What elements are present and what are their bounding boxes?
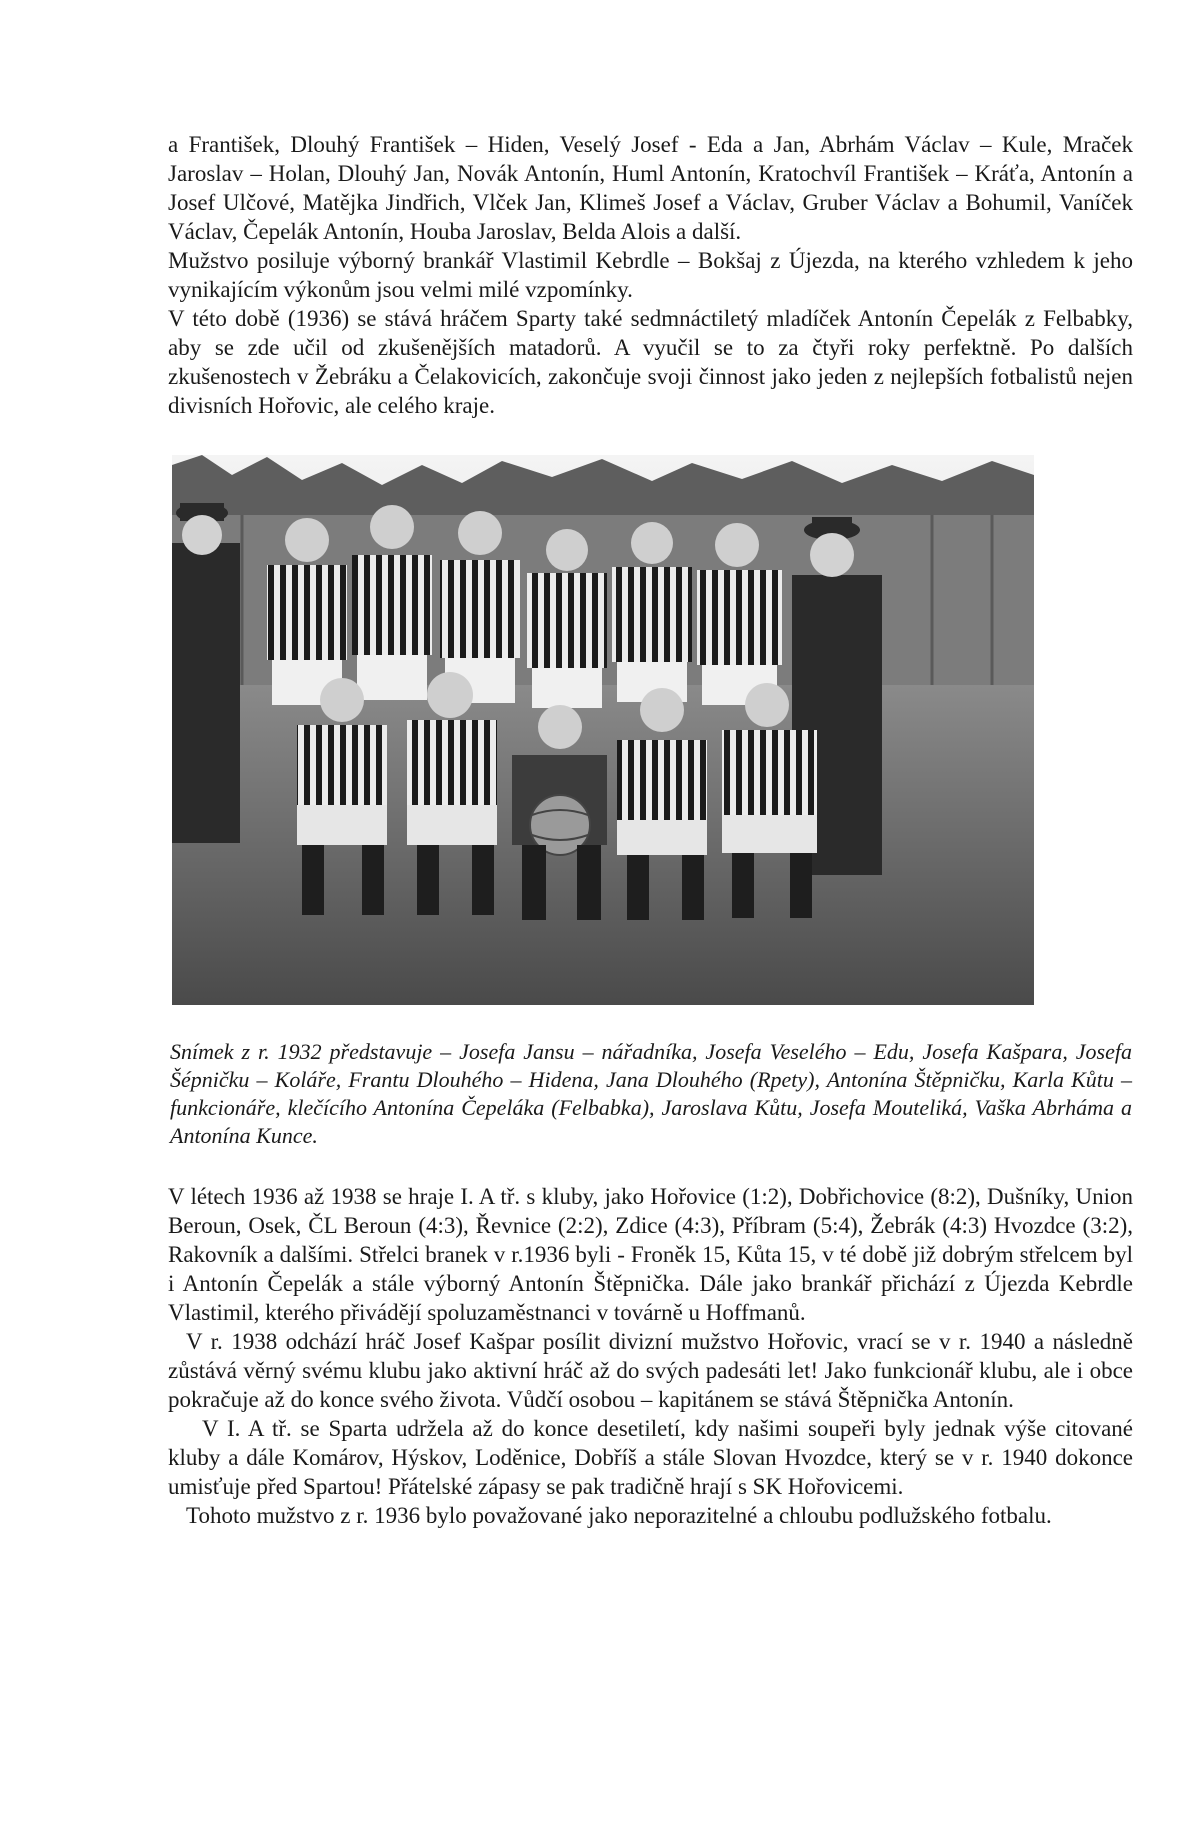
paragraph-cepelak: V této době (1936) se stává hráčem Sparty také sedmnáctiletý mladíček Antonín Čepelák z Felbabky, aby se zde učil od zkušenějších matadorů. A vyučil se to za čtyři roky perfektně. Po dalších zkušenostech v Žebráku a Čelakovicích, zakončuje svoji činnost jako jeden z nejlepších fotbalistů nejen divisních Hořovic, ale celého kraje.	[168, 306, 1133, 418]
paragraph-conclusion: Tohoto mužstvo z r. 1936 bylo považované jako neporazitelné a chloubu podlužského fotbalu.	[186, 1503, 1052, 1528]
paragraph-kaspar: V r. 1938 odchází hráč Josef Kašpar posílit divizní mužstvo Hořovic, vrací se v r. 1940 a následně zůstává věrný svému klubu jako aktivní hráč až do svých padesáti let! Jako funkcionář klubu, ale i obce pokračuje až do konce svého života. Vůdčí osobou – kapitánem se stává Štěpnička Antonín.	[168, 1329, 1133, 1412]
paragraph-player-list: a František, Dlouhý František – Hiden, Veselý Josef - Eda a Jan, Abrhám Václav – Kule, Mraček Jaroslav – Holan, Dlouhý Jan, Novák Antonín, Huml Antonín, Kratochvíl František – Kráťa, Antonín a Josef Ulčové, Matějka Jindřich, Vlček Jan, Klimeš Josef a Václav, Gruber Václav a Bohumil, Vaníček Václav, Čepelák Antonín, Houba Jaroslav, Belda Alois a další.	[168, 132, 1133, 244]
body-text	[168, 1182, 1133, 1530]
intro-text	[168, 130, 1133, 420]
team-photo	[172, 455, 1034, 1005]
photo-caption: Snímek z r. 1932 představuje – Josefa Jansu – nářadníka, Josefa Veselého – Edu, Josefa Kašpara, Josefa Šépničku – Koláře, Frantu Dlouhého – Hidena, Jana Dlouhého (Rpety), Antonína Štěpničku, Karla Kůtu – funkcionáře, klečícího Antonína Čepeláka (Felbabka), Jaroslava Kůtu, Josefa Mouteliká, Vaška Abrháma a Antonína Kunce.	[170, 1039, 1132, 1148]
paragraph-goalkeeper: Mužstvo posiluje výborný brankář Vlastimil Kebrdle – Bokšaj z Újezda, na kterého vzhledem k jeho vynikajícím výkonům jsou velmi milé vzpomínky.	[168, 248, 1133, 302]
paragraph-league-1936: V létech 1936 až 1938 se hraje I. A tř. s kluby, jako Hořovice (1:2), Dobřichovice (8:2), Dušníky, Union Beroun, Osek, ČL Beroun (4:3), Řevnice (2:2), Zdice (4:3), Příbram (5:4), Žebrák (4:3) Hvozdce (3:2), Rakovník a dalšími. Střelci branek v r.1936 byli - Froněk 15, Kůta 15, v té době již dobrým střelcem byl i Antonín Čepelák a stále výborný Antonín Štěpnička. Dále jako brankář přichází z Újezda Kebrdle Vlastimil, kterého přivádějí spoluzaměstnanci v továrně u Hoffmanů.	[168, 1184, 1133, 1325]
paragraph-league-end: V I. A tř. se Sparta udržela až do konce desetiletí, kdy našimi soupeři byly jednak výše citované kluby a dále Komárov, Hýskov, Loděnice, Dobříš a stále Slovan Hvozdce, který se v r. 1940 dokonce umisťuje před Spartou! Přátelské zápasy se pak tradičně hrají s SK Hořovicemi.	[168, 1416, 1133, 1499]
